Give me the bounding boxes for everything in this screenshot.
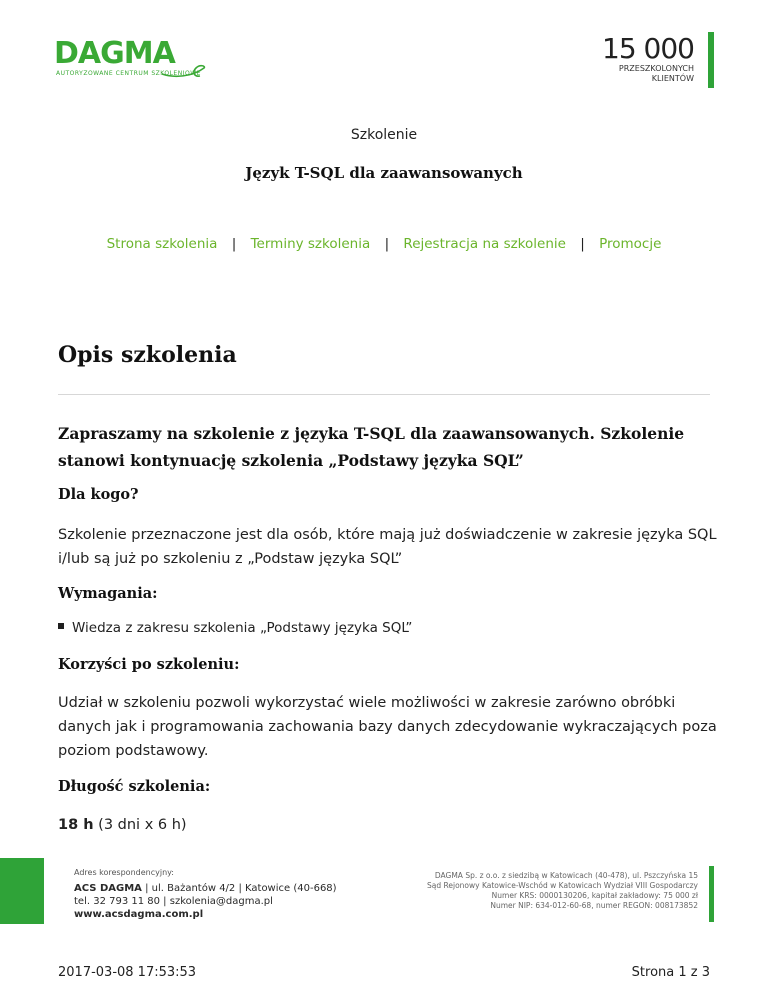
bullet-square-icon bbox=[58, 623, 64, 629]
page-kicker: Szkolenie bbox=[350, 127, 418, 143]
stat-number: 15 000 bbox=[602, 32, 694, 65]
duration-value: 18 h bbox=[58, 817, 94, 833]
duration-heading: Długość szkolenia: bbox=[58, 778, 211, 795]
company-name: ACS DAGMA bbox=[74, 883, 142, 894]
lead-paragraph: Zapraszamy na szkolenie z języka T-SQL dla zaawansowanych. Szkolenie stanowi kontynuację szkolenia „Podstawy języka SQL” bbox=[58, 424, 685, 470]
print-timestamp: 2017-03-08 17:53:53 bbox=[58, 965, 197, 980]
requirements-list bbox=[58, 620, 412, 636]
legal-line: Numer KRS: 0000130206, kapitał zakładowy: 75 000 zł bbox=[491, 891, 698, 900]
legal-line: DAGMA Sp. z o.o. z siedzibą w Katowicach (40-478), ul. Pszczyńska 15 bbox=[434, 871, 698, 880]
street-address: | ul. Bażantów 4/2 | Katowice (40-668) bbox=[141, 883, 337, 894]
list-item bbox=[58, 620, 412, 636]
duration-line bbox=[58, 813, 718, 837]
footer-accent-bar bbox=[709, 866, 714, 922]
for-whom-text: Szkolenie przeznaczone jest dla osób, które mają już doświadczenie w zakresie języka SQL i/lub są już po szkoleniu z „Podstaw języka SQL” bbox=[58, 527, 717, 567]
benefits-text: Udział w szkoleniu pozwoli wykorzystać wiele możliwości w zakresie zarówno obróbki danych jak i programowania zachowania bazy danych zdecydowanie wykraczających poza poziom podstawowy. bbox=[58, 695, 717, 759]
nav-separator: | bbox=[384, 236, 390, 252]
address-line bbox=[74, 882, 337, 895]
legal-line: Numer NIP: 634-012-60-68, numer REGON: 008173852 bbox=[490, 901, 698, 910]
contact-line: tel. 32 793 11 80 | szkolenia@dagma.pl bbox=[74, 896, 273, 907]
logo-tagline: AUTORYZOWANE CENTRUM SZKOLENIOWE bbox=[56, 70, 201, 77]
stat-accent-bar bbox=[708, 32, 714, 88]
logo-swoosh-icon bbox=[160, 62, 208, 82]
footer-address bbox=[74, 866, 337, 921]
nav-link-training-dates[interactable]: Terminy szkolenia bbox=[250, 236, 371, 252]
nav-link-training-page[interactable]: Strona szkolenia bbox=[106, 236, 218, 252]
for-whom-heading: Dla kogo? bbox=[58, 486, 139, 503]
nav-separator: | bbox=[231, 236, 237, 252]
duration-detail: (3 dni x 6 h) bbox=[98, 817, 187, 833]
website-link[interactable]: www.acsdagma.com.pl bbox=[74, 909, 204, 920]
nav-link-registration[interactable]: Rejestracja na szkolenie bbox=[403, 236, 566, 252]
page-number: Strona 1 z 3 bbox=[631, 965, 710, 980]
trained-clients-stat bbox=[574, 34, 694, 84]
legal-line: Sąd Rejonowy Katowice-Wschód w Katowicach Wydział VIII Gospodarczy bbox=[427, 881, 698, 890]
benefits-heading: Korzyści po szkoleniu: bbox=[58, 656, 240, 673]
section-divider bbox=[58, 394, 710, 395]
stat-label-line2: KLIENTÓW bbox=[651, 74, 694, 83]
requirements-heading: Wymagania: bbox=[58, 585, 158, 602]
dagma-logo bbox=[54, 36, 214, 86]
nav-link-promotions[interactable]: Promocje bbox=[599, 236, 662, 252]
nav-separator: | bbox=[580, 236, 585, 252]
stat-label-line1: PRZESZKOLONYCH bbox=[618, 64, 694, 73]
page-title: Język T-SQL dla zaawansowanych bbox=[245, 164, 523, 182]
footer-accent-block bbox=[0, 858, 44, 924]
section-title: Opis szkolenia bbox=[58, 342, 237, 368]
footer-legal bbox=[368, 871, 698, 911]
logo-wordmark: DAGMA bbox=[54, 36, 175, 71]
training-nav bbox=[0, 236, 768, 252]
requirement-text: Wiedza z zakresu szkolenia „Podstawy języka SQL” bbox=[72, 620, 413, 636]
address-label: Adres korespondencyjny: bbox=[74, 868, 174, 877]
